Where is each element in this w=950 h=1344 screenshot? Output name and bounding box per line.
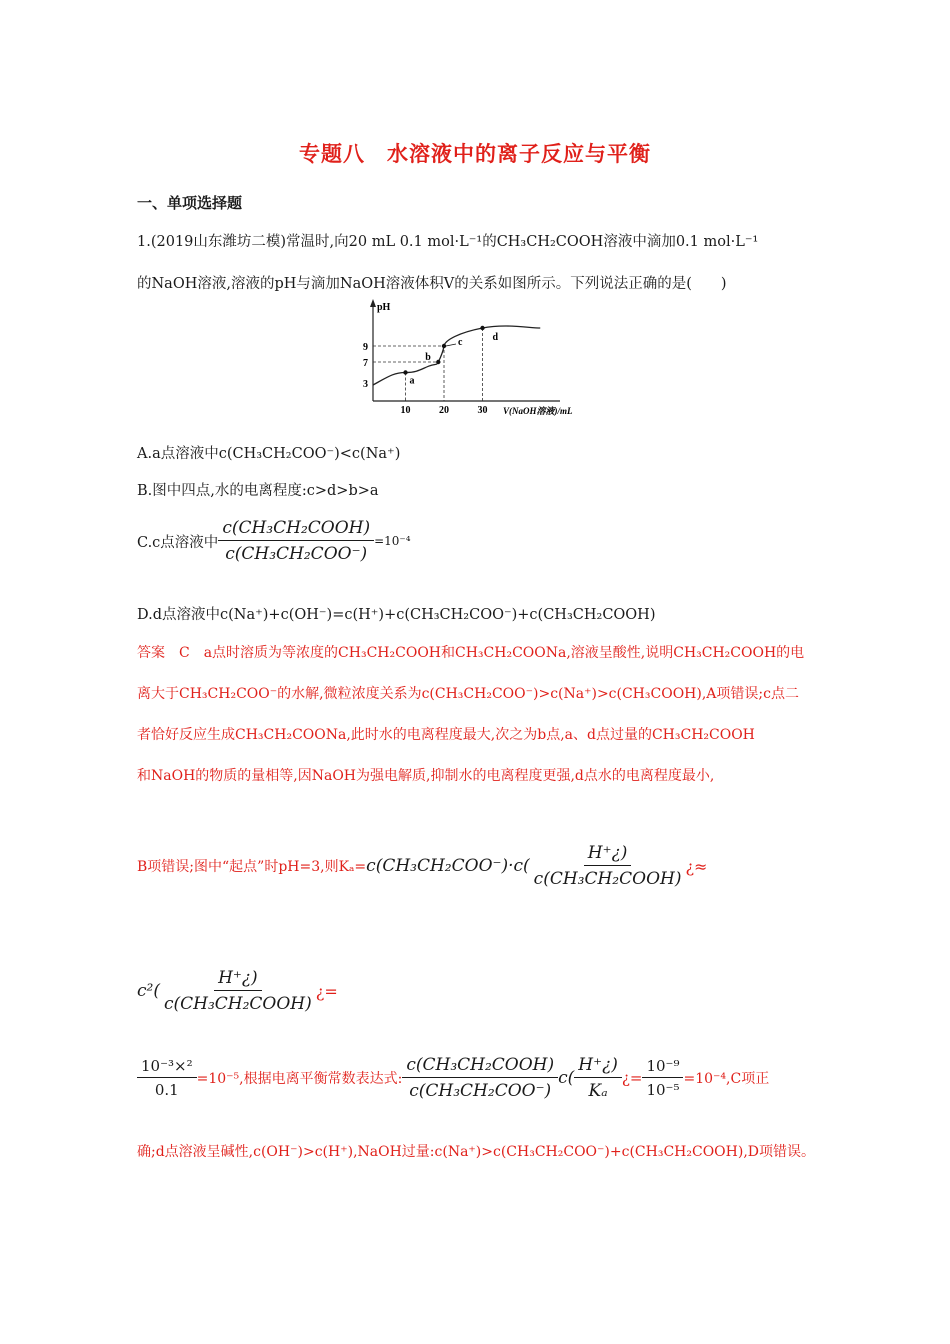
answer-line-6-denominator: c(CH₃CH₂COOH) bbox=[163, 994, 312, 1014]
question-line-1: 1.(2019山东潍坊二模)常温时,向20 mL 0.1 mol·L⁻¹的CH₃CH₂COOH溶液中滴加0.1 mol·L⁻¹ bbox=[137, 234, 759, 250]
page-title: 专题八 水溶液中的离子反应与平衡 bbox=[299, 141, 651, 166]
option-c-suffix: =10⁻⁴ bbox=[374, 534, 411, 548]
answer-line-5-expr: c(CH₃CH₂COO⁻)·c( bbox=[366, 856, 530, 876]
answer-line-7-numerator-3: H⁺¿) bbox=[574, 1055, 622, 1078]
point-label-d: d bbox=[492, 332, 499, 343]
point-label-a: a bbox=[409, 375, 415, 387]
answer-line-5 bbox=[137, 843, 707, 889]
option-a: A.a点溶液中c(CH₃CH₂COO⁻)<c(Na⁺) bbox=[137, 446, 401, 462]
answer-line-7-fraction-4 bbox=[642, 1057, 683, 1099]
option-c bbox=[137, 518, 411, 564]
point-a bbox=[403, 370, 407, 374]
answer-line-7-numerator-1: 10⁻³×² bbox=[137, 1057, 197, 1078]
ph-titration-chart bbox=[355, 298, 595, 420]
answer-line-5-fraction bbox=[530, 843, 686, 889]
answer-line-7-mid: c( bbox=[558, 1068, 575, 1088]
answer-line-7-eq: ¿= bbox=[621, 1069, 643, 1087]
option-c-numerator: c(CH₃CH₂COOH) bbox=[218, 518, 374, 541]
answer-line-7-fraction-3 bbox=[574, 1055, 622, 1101]
x-tick-label: 20 bbox=[439, 405, 449, 416]
answer-line-7-end: =10⁻⁴,C项正 bbox=[683, 1071, 770, 1087]
answer-line-3: 者恰好反应生成CH₃CH₂COONa,此时水的电离程度最大,次之为b点,a、d点过量的CH₃CH₂COOH bbox=[137, 727, 755, 743]
option-c-fraction bbox=[218, 518, 374, 564]
answer-line-6-expr: c²( bbox=[137, 981, 160, 1001]
x-tick-label: 30 bbox=[477, 405, 488, 416]
y-axis-label: pH bbox=[377, 302, 391, 313]
section-heading: 一、单项选择题 bbox=[137, 194, 243, 212]
answer-line-7-denominator-2: c(CH₃CH₂COO⁻) bbox=[409, 1081, 552, 1101]
answer-line-5-prefix: B项错误;图中“起点”时pH=3,则Kₐ= bbox=[137, 859, 367, 875]
option-b: B.图中四点,水的电离程度:c>d>b>a bbox=[137, 483, 379, 499]
point-c bbox=[442, 344, 446, 348]
x-axis-label: V(NaOH溶液)/mL bbox=[503, 406, 573, 416]
answer-line-5-numerator: H⁺¿) bbox=[584, 843, 632, 866]
answer-line-7-numerator-2: c(CH₃CH₂COOH) bbox=[402, 1055, 558, 1078]
answer-line-7-fraction-1 bbox=[137, 1057, 197, 1099]
answer-line-6-fraction bbox=[160, 968, 316, 1014]
answer-line-1: 答案 C a点时溶质为等浓度的CH₃CH₂COOH和CH₃CH₂COONa,溶液呈酸性,说明CH₃CH₂COOH的电 bbox=[137, 645, 805, 661]
leader-line bbox=[446, 344, 456, 346]
answer-line-7-denominator-3: Kₐ bbox=[588, 1081, 608, 1101]
answer-line-7-fraction-2 bbox=[402, 1055, 558, 1101]
y-tick-label: 9 bbox=[363, 342, 368, 353]
guide-line bbox=[373, 346, 444, 401]
answer-line-7-denominator-4: 10⁻⁵ bbox=[646, 1081, 680, 1099]
answer-line-5-denominator: c(CH₃CH₂COOH) bbox=[533, 869, 682, 889]
y-tick-label: 7 bbox=[363, 358, 368, 369]
question-line-2: 的NaOH溶液,溶液的pH与滴加NaOH溶液体积V的关系如图所示。下列说法正确的是( ) bbox=[137, 276, 727, 292]
x-tick-label: 10 bbox=[400, 405, 411, 416]
answer-line-4: 和NaOH的物质的量相等,因NaOH为强电解质,抑制水的电离程度更强,d点水的电离程度最小, bbox=[137, 768, 715, 784]
answer-line-2: 离大于CH₃CH₂COO⁻的水解,微粒浓度关系为c(CH₃CH₂COO⁻)>c(Na⁺)>c(CH₃COOH),A项错误;c点二 bbox=[137, 686, 799, 702]
answer-line-6-tail: ¿= bbox=[315, 981, 338, 1001]
answer-line-5-tail: ¿≈ bbox=[685, 856, 708, 876]
answer-line-7-denominator-1: 0.1 bbox=[154, 1081, 179, 1099]
option-d: D.d点溶液中c(Na⁺)+c(OH⁻)=c(H⁺)+c(CH₃CH₂COO⁻)+c(CH₃CH₂COOH) bbox=[137, 607, 656, 623]
ph-curve bbox=[373, 326, 540, 385]
point-b bbox=[436, 360, 440, 364]
answer-line-6 bbox=[137, 968, 338, 1014]
answer-line-7-numerator-4: 10⁻⁹ bbox=[642, 1057, 683, 1078]
y-tick-label: 3 bbox=[363, 379, 368, 390]
answer-line-6-numerator: H⁺¿) bbox=[214, 968, 262, 991]
option-c-denominator: c(CH₃CH₂COO⁻) bbox=[225, 544, 368, 564]
point-label-b: b bbox=[425, 352, 431, 363]
point-d bbox=[480, 326, 484, 330]
answer-line-7 bbox=[137, 1055, 769, 1101]
y-axis-arrow bbox=[370, 299, 376, 307]
option-c-prefix: C.c点溶液中 bbox=[137, 534, 219, 551]
answer-line-8: 确;d点溶液呈碱性,c(OH⁻)>c(H⁺),NaOH过量:c(Na⁺)>c(CH₃CH₂COO⁻)+c(CH₃CH₂COOH),D项错误。 bbox=[137, 1144, 815, 1160]
answer-line-7-text: =10⁻⁵,根据电离平衡常数表达式: bbox=[196, 1071, 403, 1087]
point-label-c: c bbox=[458, 337, 463, 348]
